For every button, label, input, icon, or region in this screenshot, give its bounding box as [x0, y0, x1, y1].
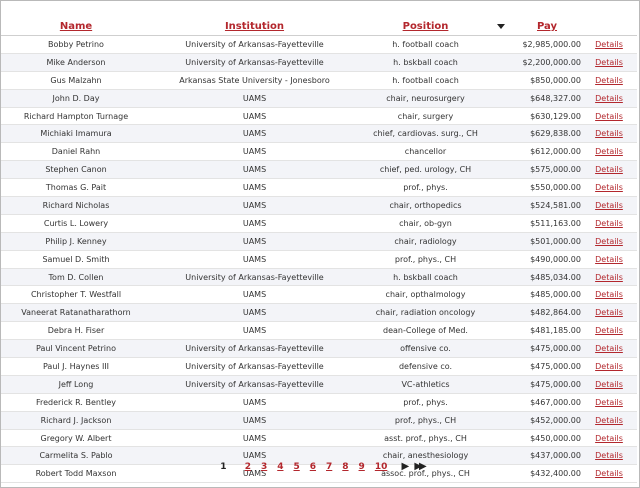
- institution-cell: UAMS: [151, 465, 358, 483]
- position-cell: chair, neurosurgery: [358, 89, 493, 107]
- page-link[interactable]: 5: [293, 462, 300, 472]
- institution-cell: UAMS: [151, 322, 358, 340]
- header-row: [1, 4, 637, 36]
- pay-cell: $475,000.00: [493, 358, 581, 376]
- table-row: [1, 89, 637, 107]
- pay-cell: $612,000.00: [493, 143, 581, 161]
- institution-cell: University of Arkansas-Fayetteville: [151, 36, 358, 54]
- institution-cell: University of Arkansas-Fayetteville: [151, 375, 358, 393]
- page-link[interactable]: 7: [326, 462, 333, 472]
- table-row: [1, 304, 637, 322]
- pay-cell: $450,000.00: [493, 429, 581, 447]
- position-cell: prof., phys., CH: [358, 411, 493, 429]
- page-link[interactable]: 4: [277, 462, 284, 472]
- position-cell: chancellor: [358, 143, 493, 161]
- table-row: [1, 358, 637, 376]
- table-row: [1, 429, 637, 447]
- details-cell: [581, 89, 637, 107]
- pay-cell: $452,000.00: [493, 411, 581, 429]
- name-cell: Samuel D. Smith: [1, 250, 151, 268]
- institution-cell: UAMS: [151, 304, 358, 322]
- details-link[interactable]: Details: [595, 272, 623, 282]
- name-cell: Mike Anderson: [1, 53, 151, 71]
- details-link[interactable]: Details: [595, 397, 623, 407]
- details-link[interactable]: Details: [595, 433, 623, 443]
- details-cell: [581, 143, 637, 161]
- table-row: [1, 375, 637, 393]
- header-details: [581, 4, 637, 36]
- pay-cell: $485,000.00: [493, 286, 581, 304]
- pay-cell: $850,000.00: [493, 71, 581, 89]
- name-cell: Carmelita S. Pablo: [1, 447, 151, 465]
- institution-cell: University of Arkansas-Fayetteville: [151, 340, 358, 358]
- position-cell: h. bskball coach: [358, 53, 493, 71]
- details-link[interactable]: Details: [595, 39, 623, 49]
- details-cell: [581, 286, 637, 304]
- page-link[interactable]: 3: [260, 462, 268, 472]
- position-cell: h. football coach: [358, 36, 493, 54]
- pay-cell: $437,000.00: [493, 447, 581, 465]
- pay-cell: $511,163.00: [493, 214, 581, 232]
- header-pay-cell: [493, 4, 581, 36]
- institution-cell: UAMS: [151, 89, 358, 107]
- table-row: [1, 340, 637, 358]
- pay-cell: $481,185.00: [493, 322, 581, 340]
- institution-cell: UAMS: [151, 179, 358, 197]
- details-cell: [581, 393, 637, 411]
- play-right-icon[interactable]: ▶: [401, 461, 410, 472]
- position-cell: VC-athletics: [358, 375, 493, 393]
- header-name[interactable]: Name: [1, 4, 151, 36]
- details-link[interactable]: Details: [595, 361, 623, 371]
- name-cell: Gus Malzahn: [1, 71, 151, 89]
- institution-cell: UAMS: [151, 143, 358, 161]
- pay-cell: $575,000.00: [493, 161, 581, 179]
- name-cell: Curtis L. Lowery: [1, 214, 151, 232]
- details-cell: [581, 161, 637, 179]
- institution-cell: UAMS: [151, 125, 358, 143]
- pay-cell: $475,000.00: [493, 375, 581, 393]
- details-link[interactable]: Details: [595, 308, 623, 318]
- details-link[interactable]: Details: [595, 415, 623, 425]
- institution-cell: University of Arkansas-Fayetteville: [151, 358, 358, 376]
- name-cell: Stephen Canon: [1, 161, 151, 179]
- details-link[interactable]: Details: [595, 344, 623, 354]
- institution-cell: University of Arkansas-Fayetteville: [151, 53, 358, 71]
- details-cell: [581, 322, 637, 340]
- position-cell: asst. prof., phys., CH: [358, 429, 493, 447]
- name-cell: Richard Nicholas: [1, 197, 151, 215]
- table-row: [1, 71, 637, 89]
- details-cell: [581, 304, 637, 322]
- institution-cell: UAMS: [151, 286, 358, 304]
- details-link[interactable]: Details: [595, 183, 623, 193]
- details-cell: [581, 340, 637, 358]
- details-link[interactable]: Details: [595, 200, 623, 210]
- details-cell: [581, 36, 637, 54]
- page-link[interactable]: 8: [342, 462, 349, 472]
- name-cell: Paul Vincent Petrino: [1, 340, 151, 358]
- institution-cell: UAMS: [151, 161, 358, 179]
- pay-cell: $475,000.00: [493, 340, 581, 358]
- details-cell: [581, 214, 637, 232]
- institution-cell: UAMS: [151, 250, 358, 268]
- name-cell: Gregory W. Albert: [1, 429, 151, 447]
- name-cell: Jeff Long: [1, 375, 151, 393]
- details-cell: [581, 179, 637, 197]
- pay-cell: $490,000.00: [493, 250, 581, 268]
- position-cell: assoc. prof., phys., CH: [358, 465, 493, 483]
- table-row: [1, 143, 637, 161]
- details-link[interactable]: Details: [595, 111, 623, 121]
- page-link[interactable]: 6: [309, 462, 317, 472]
- name-cell: Richard J. Jackson: [1, 411, 151, 429]
- position-cell: chair, orthopedics: [358, 197, 493, 215]
- table-row: [1, 53, 637, 71]
- position-cell: h. bskball coach: [358, 268, 493, 286]
- table-row: [1, 214, 637, 232]
- table-row: [1, 125, 637, 143]
- institution-cell: UAMS: [151, 429, 358, 447]
- position-cell: prof., phys., CH: [358, 250, 493, 268]
- table-row: [1, 232, 637, 250]
- details-link[interactable]: Details: [595, 147, 623, 157]
- pay-cell: $485,034.00: [493, 268, 581, 286]
- institution-cell: UAMS: [151, 393, 358, 411]
- table-row: [1, 286, 637, 304]
- sort-descending-arrow-icon[interactable]: [497, 24, 505, 29]
- institution-cell: UAMS: [151, 232, 358, 250]
- name-cell: Frederick R. Bentley: [1, 393, 151, 411]
- header-institution[interactable]: Institution: [151, 4, 358, 36]
- pay-cell: $501,000.00: [493, 232, 581, 250]
- pay-cell: $2,985,000.00: [493, 36, 581, 54]
- position-cell: dean-College of Med.: [358, 322, 493, 340]
- page-current: 1: [220, 462, 227, 472]
- position-cell: chair, opthalmology: [358, 286, 493, 304]
- details-link[interactable]: Details: [595, 93, 623, 103]
- details-link[interactable]: Details: [595, 129, 623, 139]
- name-cell: Christopher T. Westfall: [1, 286, 151, 304]
- page-link[interactable]: 2: [244, 462, 251, 472]
- position-cell: chair, surgery: [358, 107, 493, 125]
- table-row: [1, 179, 637, 197]
- details-cell: [581, 197, 637, 215]
- name-cell: John D. Day: [1, 89, 151, 107]
- details-cell: [581, 429, 637, 447]
- institution-cell: UAMS: [151, 447, 358, 465]
- details-link[interactable]: Details: [595, 290, 623, 300]
- details-link[interactable]: Details: [595, 469, 623, 479]
- details-cell: [581, 71, 637, 89]
- name-cell: Daniel Rahn: [1, 143, 151, 161]
- pay-cell: $432,400.00: [493, 465, 581, 483]
- table-row: [1, 268, 637, 286]
- table-row: [1, 161, 637, 179]
- name-cell: Tom D. Collen: [1, 268, 151, 286]
- institution-cell: Arkansas State University - Jonesboro: [151, 71, 358, 89]
- details-cell: [581, 53, 637, 71]
- position-cell: chair, radiology: [358, 232, 493, 250]
- pay-cell: $2,200,000.00: [493, 53, 581, 71]
- pagination: [0, 461, 640, 472]
- institution-cell: UAMS: [151, 107, 358, 125]
- name-cell: Vaneerat Ratanatharathorn: [1, 304, 151, 322]
- pay-cell: $648,327.00: [493, 89, 581, 107]
- details-link[interactable]: Details: [595, 326, 623, 336]
- details-cell: [581, 232, 637, 250]
- pay-cell: $524,581.00: [493, 197, 581, 215]
- institution-cell: UAMS: [151, 214, 358, 232]
- position-cell: prof., phys.: [358, 179, 493, 197]
- position-cell: chair, radiation oncology: [358, 304, 493, 322]
- pay-cell: $550,000.00: [493, 179, 581, 197]
- table-row: [1, 36, 637, 54]
- table-row: [1, 197, 637, 215]
- name-cell: Michiaki Imamura: [1, 125, 151, 143]
- position-cell: chief, ped. urology, CH: [358, 161, 493, 179]
- name-cell: Paul J. Haynes III: [1, 358, 151, 376]
- institution-cell: UAMS: [151, 411, 358, 429]
- page-link[interactable]: 9: [358, 462, 365, 472]
- position-cell: chair, anesthesiology: [358, 447, 493, 465]
- table-row: [1, 107, 637, 125]
- name-cell: Debra H. Fiser: [1, 322, 151, 340]
- details-cell: [581, 411, 637, 429]
- details-link[interactable]: Details: [595, 57, 623, 67]
- name-cell: Philip J. Kenney: [1, 232, 151, 250]
- position-cell: chief, cardiovas. surg., CH: [358, 125, 493, 143]
- header-position[interactable]: Position: [358, 4, 493, 36]
- details-link[interactable]: Details: [595, 451, 623, 461]
- details-link[interactable]: Details: [595, 165, 623, 175]
- position-cell: offensive co.: [358, 340, 493, 358]
- details-cell: [581, 125, 637, 143]
- details-link[interactable]: Details: [595, 379, 623, 389]
- details-link[interactable]: Details: [595, 236, 623, 246]
- page-link[interactable]: 10: [374, 462, 388, 472]
- position-cell: defensive co.: [358, 358, 493, 376]
- details-link[interactable]: Details: [595, 218, 623, 228]
- institution-cell: University of Arkansas-Fayetteville: [151, 268, 358, 286]
- table-row: [1, 393, 637, 411]
- position-cell: chair, ob-gyn: [358, 214, 493, 232]
- details-cell: [581, 107, 637, 125]
- position-cell: prof., phys.: [358, 393, 493, 411]
- institution-cell: UAMS: [151, 197, 358, 215]
- pay-cell: $482,864.00: [493, 304, 581, 322]
- name-cell: Bobby Petrino: [1, 36, 151, 54]
- pay-cell: $467,000.00: [493, 393, 581, 411]
- table-row: [1, 250, 637, 268]
- name-cell: Richard Hampton Turnage: [1, 107, 151, 125]
- header-pay[interactable]: Pay: [536, 21, 558, 32]
- position-cell: h. football coach: [358, 71, 493, 89]
- salary-table: [1, 4, 637, 483]
- table-row: [1, 411, 637, 429]
- details-link[interactable]: Details: [595, 254, 623, 264]
- table-row: [1, 322, 637, 340]
- fast-forward-icon[interactable]: ▶▶: [414, 461, 424, 472]
- details-cell: [581, 250, 637, 268]
- details-cell: [581, 268, 637, 286]
- name-cell: Robert Todd Maxson: [1, 465, 151, 483]
- details-link[interactable]: Details: [595, 75, 623, 85]
- pay-cell: $630,129.00: [493, 107, 581, 125]
- details-cell: [581, 358, 637, 376]
- name-cell: Thomas G. Pait: [1, 179, 151, 197]
- details-cell: [581, 375, 637, 393]
- pay-cell: $629,838.00: [493, 125, 581, 143]
